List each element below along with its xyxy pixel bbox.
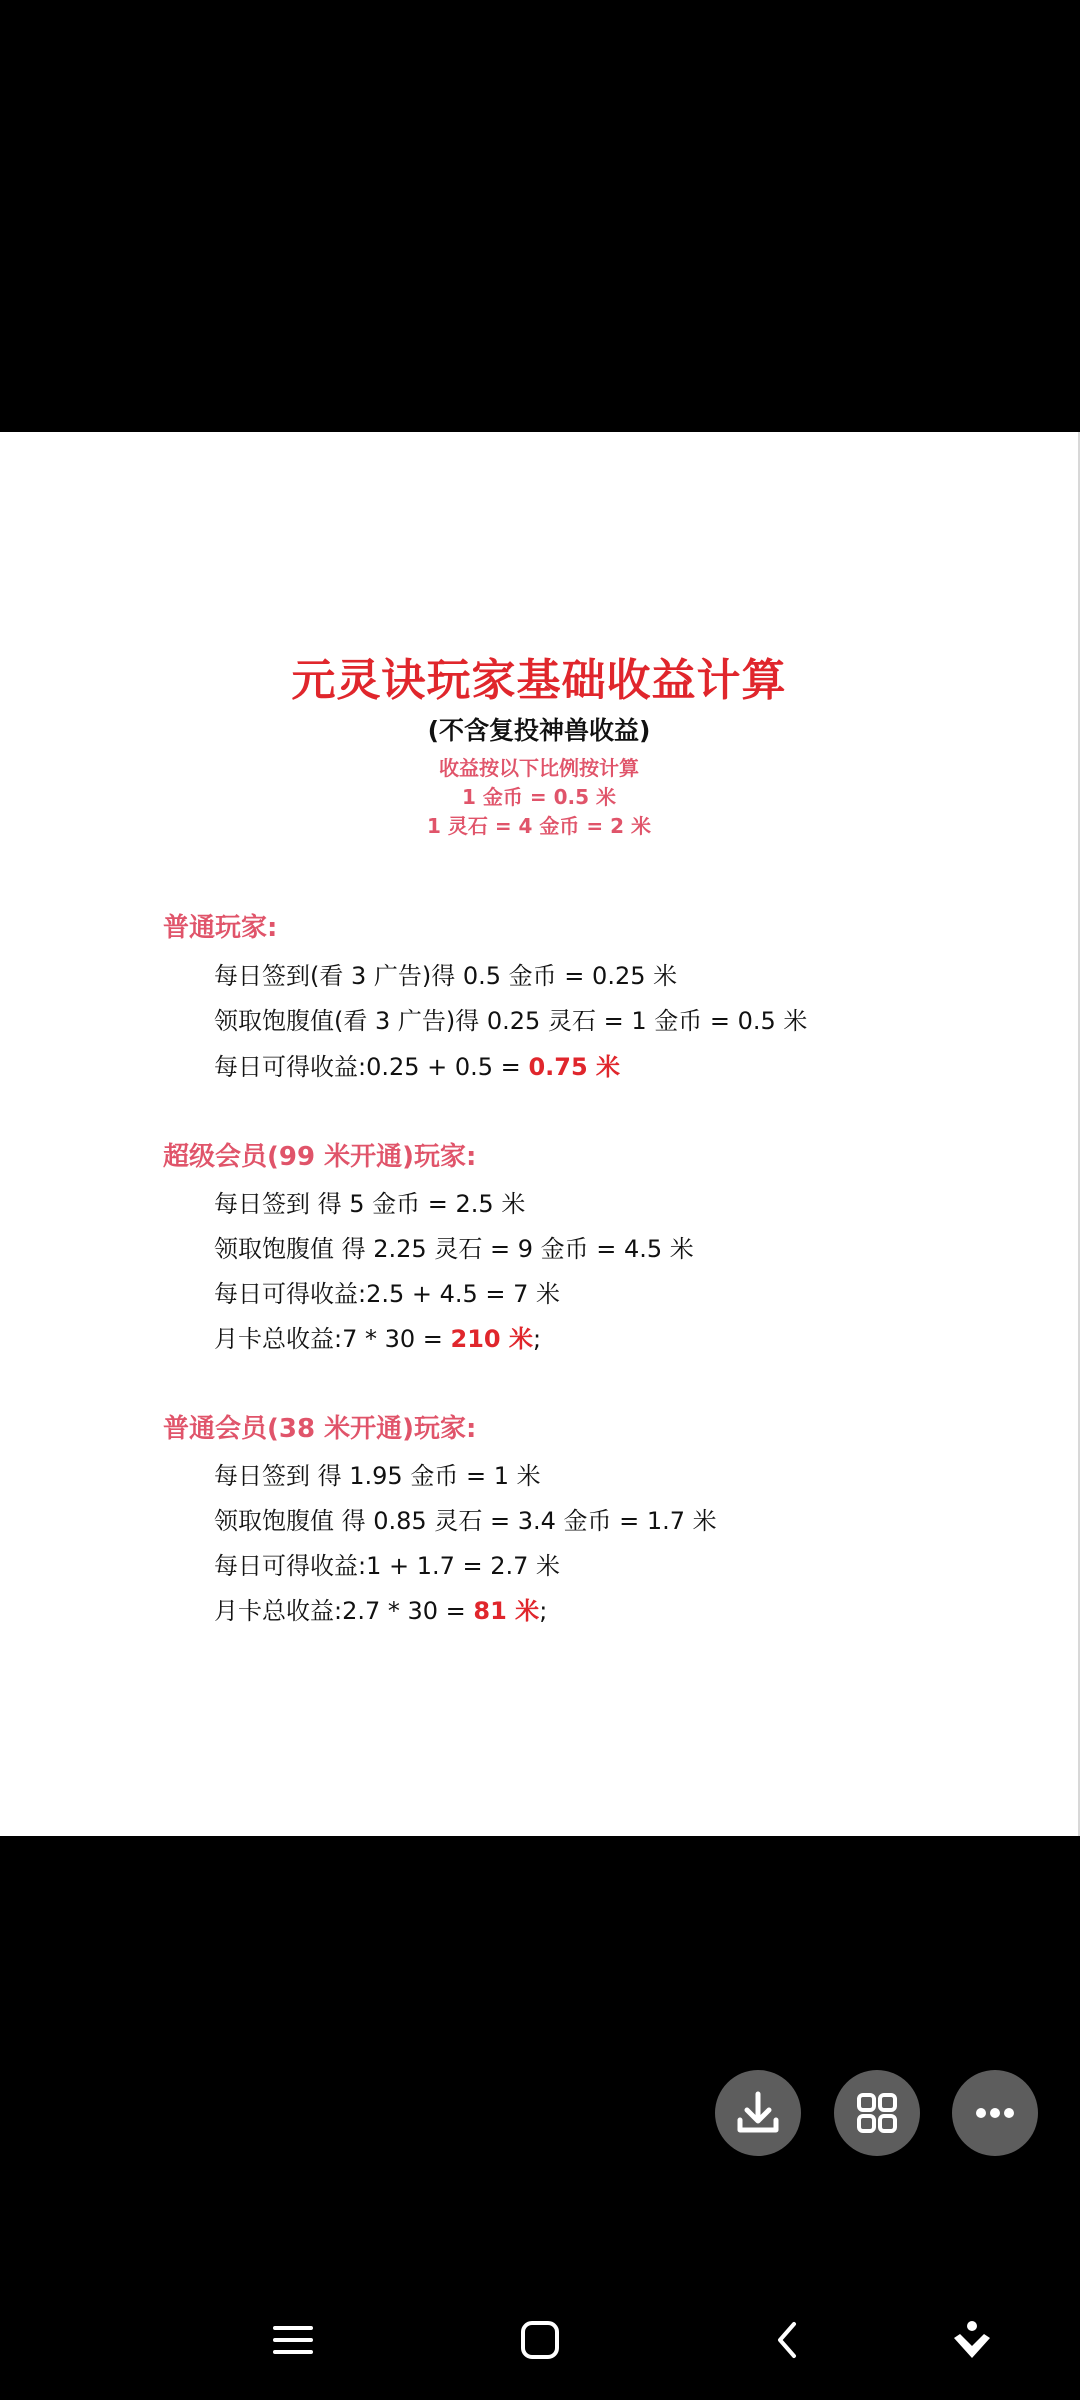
square-home-icon xyxy=(500,2300,580,2380)
nav-recents-button[interactable] xyxy=(253,2300,333,2380)
highlight-value: 81 米 xyxy=(473,1597,540,1625)
section-line: 领取饱腹值 得 2.25 灵石 = 9 金币 = 4.5 米 xyxy=(214,1235,694,1263)
section-line: 每日可得收益:0.25 + 0.5 = 0.75 米 xyxy=(214,1053,621,1081)
more-dots-icon xyxy=(952,2070,1038,2156)
document-image[interactable] xyxy=(0,432,1080,1836)
section-line: 每日可得收益:2.5 + 4.5 = 7 米 xyxy=(214,1280,561,1308)
section-heading-regular-player: 普通玩家: xyxy=(163,913,278,943)
download-icon xyxy=(715,2070,801,2156)
system-nav-bar xyxy=(0,2280,1080,2400)
section-heading-regular-member: 普通会员(38 米开通)玩家: xyxy=(163,1414,477,1444)
rate-note: 1 灵石 = 4 金币 = 2 米 xyxy=(426,814,651,838)
grid-button[interactable] xyxy=(834,2070,920,2156)
section-line: 领取饱腹值 得 0.85 灵石 = 3.4 金币 = 1.7 米 xyxy=(214,1507,717,1535)
section-line: 领取饱腹值(看 3 广告)得 0.25 灵石 = 1 金币 = 0.5 米 xyxy=(214,1007,808,1035)
rate-notes xyxy=(0,754,1078,841)
document-title: 元灵诀玩家基础收益计算 xyxy=(291,655,787,706)
highlight-value: 0.75 米 xyxy=(528,1053,621,1081)
grid-icon xyxy=(834,2070,920,2156)
section-line: 月卡总收益:7 * 30 = 210 米; xyxy=(214,1325,542,1353)
chevron-left-icon xyxy=(748,2300,828,2380)
more-button[interactable] xyxy=(952,2070,1038,2156)
nav-home-button[interactable] xyxy=(500,2300,580,2380)
nav-back-button[interactable] xyxy=(748,2300,828,2380)
rate-note: 1 金币 = 0.5 米 xyxy=(462,785,616,809)
section-line: 月卡总收益:2.7 * 30 = 81 米; xyxy=(214,1597,548,1625)
rate-note: 收益按以下比例按计算 xyxy=(439,756,639,780)
highlight-value: 210 米 xyxy=(450,1325,533,1353)
document-subtitle: (不含复投神兽收益) xyxy=(427,716,651,745)
section-heading-super-member: 超级会员(99 米开通)玩家: xyxy=(163,1142,477,1172)
menu-lines-icon xyxy=(253,2300,333,2380)
nav-assistant-button[interactable] xyxy=(932,2300,1012,2380)
section-line: 每日签到 得 5 金币 = 2.5 米 xyxy=(214,1190,526,1218)
download-button[interactable] xyxy=(715,2070,801,2156)
section-line: 每日签到 得 1.95 金币 = 1 米 xyxy=(214,1462,541,1490)
assistant-icon xyxy=(932,2300,1012,2380)
section-line: 每日签到(看 3 广告)得 0.5 金币 = 0.25 米 xyxy=(214,962,678,990)
section-line: 每日可得收益:1 + 1.7 = 2.7 米 xyxy=(214,1552,561,1580)
